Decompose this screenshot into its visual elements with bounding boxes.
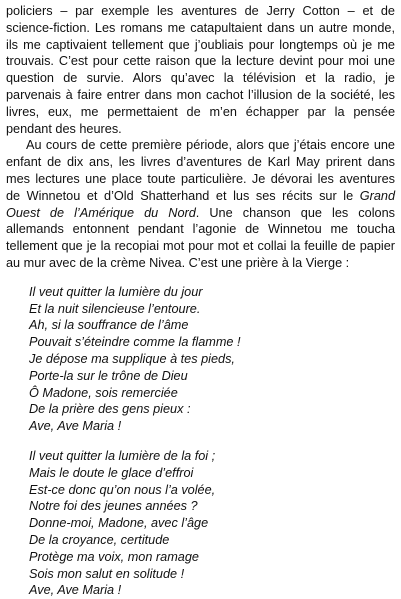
poem-line: Notre foi des jeunes années ? [29, 499, 198, 514]
paragraph-2-text-end: . Une chanson que les colons allemands entonnent pendant l’agonie de Winnetou me toucha tellement que je la recopiai mot pour mot et collai la feuille de papier au mur avec de la crème Nivea. C’est une prière à la Vierge : [6, 205, 395, 270]
poem-line: De la croyance, certitude [29, 532, 170, 547]
poem-line: Sois mon salut en solitude ! [29, 566, 185, 581]
book-title-reference: Grand Ouest de l’Amérique du Nord [6, 188, 395, 220]
poem-line: Porte-la sur le trône de Dieu [29, 368, 188, 383]
poem-line: Ô Madone, sois remerciée [29, 385, 178, 400]
poem-line: De la prière des gens pieux : [29, 402, 191, 417]
poem-line: Il veut quitter la lumière de la foi ; [29, 448, 216, 463]
poem-stanza-1 [29, 284, 395, 435]
poem-line: Ah, si la souffrance de l’âme [29, 318, 189, 333]
poem-line: Ave, Ave Maria ! [29, 419, 122, 434]
poem-line: Protège ma voix, mon ramage [29, 549, 199, 564]
poem-stanza-2 [29, 448, 395, 599]
poem-line: Est-ce donc qu’on nous l’a volée, [29, 482, 216, 497]
poem-line: Pouvait s’éteindre comme la flamme ! [29, 335, 241, 350]
document-page [6, 3, 395, 599]
poem-line: Ave, Ave Maria ! [29, 583, 122, 598]
poem-line: Donne-moi, Madone, avec l’âge [29, 516, 209, 531]
body-paragraph-2 [6, 137, 395, 271]
paragraph-1-text: policiers – par exemple les aventures de Jerry Cotton – et de science-fiction. Les romans me catapultaient dans un autre monde, ils me captivaient tellement que j’oubliais pour longtemps où je me trouvais. C’est pour cette raison que la lecture devint pour moi une question de survie. Alors qu’avec la télévision et la radio, je parvenais à faire entrer dans mon cachot l’illusion de la société, les livres, eux, me permettaient de m’en échapper par la pensée pendant des heures. [6, 4, 395, 136]
poem-line: Il veut quitter la lumière du jour [29, 284, 203, 299]
poem-line: Et la nuit silencieuse l’entoure. [29, 301, 201, 316]
poem-line: Mais le doute le glace d’effroi [29, 465, 194, 480]
paragraph-2-text-start: Au cours de cette première période, alors que j’étais encore une enfant de dix ans, les livres d’aventures de Karl May prirent dans mes lectures une place toute particulière. Je dévorai les aventures de Winnetou et d’Old Shatterhand et lus ses récits sur le [6, 138, 395, 203]
poem-line: Je dépose ma supplique à tes pieds, [29, 351, 235, 366]
body-paragraph-1 [6, 3, 395, 137]
